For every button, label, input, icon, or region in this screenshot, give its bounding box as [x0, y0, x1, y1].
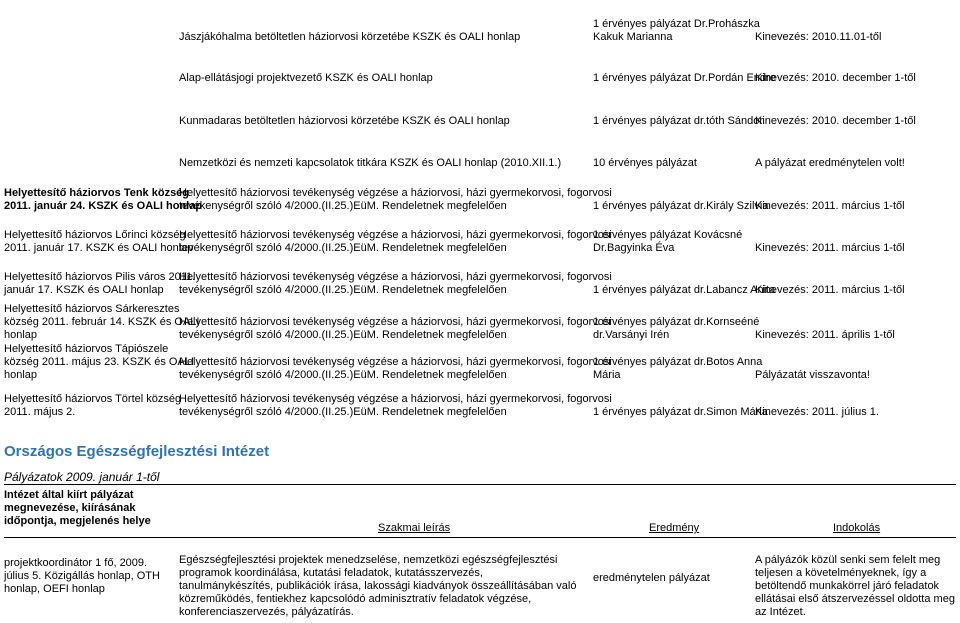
oefi-reason: A pályázók közül senki sem felelt meg teljesen a követelményeknek, így a betöltendő munkakörrel járó feladatok ellátásai első átszervezéssel oldotta meg az Intézet.: [755, 554, 955, 618]
sub2-result-line1: 1 érvényes pályázat Kovácsné: [593, 229, 743, 241]
sub3-desc-line2: tevékenységről szóló 4/2000.(II.25.)EüM. Rendeletnek megfelelően: [179, 284, 507, 296]
sub5-left-line1: Helyettesítő háziorvos Tápiószele: [4, 343, 169, 355]
sub3-desc-line1: Helyettesítő háziorvosi tevékenység végzése a háziorvosi, házi gyermekorvosi, fogorvosi: [179, 271, 612, 283]
sub1-left-line2: 2011. január 24. KSZK és OALI honlap: [4, 200, 203, 212]
row1-result-line2: Kakuk Marianna: [593, 31, 673, 43]
header-top-rule: [4, 484, 956, 485]
sub6-left-line2: 2011. május 2.: [4, 406, 76, 418]
row2-result: 1 érvényes pályázat Dr.Pordán Endre: [593, 72, 776, 84]
section-title: Országos Egészségfejlesztési Intézet: [4, 443, 270, 460]
row3-title: Kunmadaras betöltetlen háziorvosi körzetébe KSZK és OALI honlap: [179, 115, 510, 127]
sub4-left-line1: Helyettesítő háziorvos Sárkeresztes: [4, 303, 180, 315]
oefi-left: projektkoordinátor 1 fő, 2009. július 5. Közigállás honlap, OTH honlap, OEFI honlap: [4, 557, 160, 595]
sub2-result-line2: Dr.Bagyinka Éva: [593, 242, 675, 254]
sub5-start: Pályázatát visszavonta!: [755, 369, 870, 381]
sub5-desc-line2: tevékenységről szóló 4/2000.(II.25.)EüM. Rendeletnek megfelelően: [179, 369, 507, 381]
sub6-desc-line1: Helyettesítő háziorvosi tevékenység végzése a háziorvosi, házi gyermekorvosi, fogorvosi: [179, 393, 612, 405]
oefi-desc: Egészségfejlesztési projektek menedzselése, nemzetközi egészségfejlesztési programok koordinálása, kutatási feladatok, kutatásszervezés, tanulmánykészítés, publikációk írása, lakossági kiadványok összeállításában való közreműködés, fentiekhez kapcsolódó adminisztratív feladatok végzése, konferenciaszervezés, pályázatírás.: [179, 554, 577, 618]
table-header-reason: Indokolás: [833, 522, 881, 534]
sub5-result-line2: Mária: [593, 369, 621, 381]
sub1-result: 1 érvényes pályázat dr.Király Szilvia: [593, 200, 769, 212]
table-header-desc: Szakmai leírás: [378, 522, 451, 534]
sub1-desc-line1: Helyettesítő háziorvosi tevékenység végzése a háziorvosi, házi gyermekorvosi, fogorvosi: [179, 187, 612, 199]
sub2-desc-line2: tevékenységről szóló 4/2000.(II.25.)EüM. Rendeletnek megfelelően: [179, 242, 507, 254]
sub4-left-line3: honlap: [4, 329, 38, 341]
row3-result: 1 érvényes pályázat dr.tóth Sándor: [593, 115, 763, 127]
table-header-result: Eredmény: [649, 522, 700, 534]
header-bottom-rule: [4, 537, 956, 538]
row1-result-line1: 1 érvényes pályázat Dr.Prohászka: [593, 18, 760, 30]
sub6-start: Kinevezés: 2011. július 1.: [755, 406, 879, 418]
sub5-left-line3: honlap: [4, 369, 38, 381]
row2-title: Alap-ellátásjogi projektvezető KSZK és OALI honlap: [179, 72, 433, 84]
sub3-left-line1: Helyettesítő háziorvos Pilis város 2011.: [4, 271, 196, 283]
sub1-left-line1: Helyettesítő háziorvos Tenk község: [4, 187, 190, 199]
sub4-result-line2: dr.Varsányi Irén: [593, 329, 670, 341]
sub4-desc-line2: tevékenységről szóló 4/2000.(II.25.)EüM. Rendeletnek megfelelően: [179, 329, 507, 341]
row4-title: Nemzetközi és nemzeti kapcsolatok titkára KSZK és OALI honlap (2010.XII.1.): [179, 157, 562, 169]
sub4-left-line2: község 2011. február 14. KSZK és OALI: [4, 316, 200, 328]
sub3-start: Kinevezés: 2011. március 1-től: [755, 284, 905, 296]
sub5-left-line2: község 2011. május 23. KSZK és OALI: [4, 356, 194, 368]
sub4-start: Kinevezés: 2011. április 1-től: [755, 329, 895, 341]
sub1-start: Kinevezés: 2011. március 1-től: [755, 200, 905, 212]
sub4-result-line1: 1 érvényes pályázat dr.Kornseéné: [593, 316, 760, 328]
sub4-desc-line1: Helyettesítő háziorvosi tevékenység végzése a háziorvosi, házi gyermekorvosi, fogorvosi: [179, 316, 612, 328]
row3-start: Kinevezés: 2010. december 1-től: [755, 115, 916, 127]
sub3-result: 1 érvényes pályázat dr.Labancz Anita: [593, 284, 776, 296]
sub1-desc-line2: tevékenységről szóló 4/2000.(II.25.)EüM. Rendeletnek megfelelően: [179, 200, 507, 212]
sub6-left-line1: Helyettesítő háziorvos Törtel község: [4, 393, 182, 405]
row1-start: Kinevezés: 2010.11.01-től: [755, 31, 882, 43]
oefi-result: eredménytelen pályázat: [593, 572, 710, 584]
sub6-desc-line2: tevékenységről szóló 4/2000.(II.25.)EüM. Rendeletnek megfelelően: [179, 406, 507, 418]
sub5-result-line1: 1 érvényes pályázat dr.Botos Anna: [593, 356, 763, 368]
section-subtitle: Pályázatok 2009. január 1-től: [4, 470, 160, 484]
sub2-desc-line1: Helyettesítő háziorvosi tevékenység végzése a háziorvosi, házi gyermekorvosi, fogorvosi: [179, 229, 612, 241]
sub6-result: 1 érvényes pályázat dr.Simon Mária: [593, 406, 768, 418]
row4-result: 10 érvényes pályázat: [593, 157, 697, 169]
sub2-start: Kinevezés: 2011. március 1-től: [755, 242, 905, 254]
sub2-left-line1: Helyettesítő háziorvos Lőrinci község: [4, 229, 186, 241]
row2-start: Kinevezés: 2010. december 1-től: [755, 72, 916, 84]
row4-start: A pályázat eredménytelen volt!: [755, 157, 905, 169]
table-header-left: Intézet által kiírt pályázat megnevezése, kiírásának időpontja, megjelenés helye: [4, 489, 151, 527]
sub5-desc-line1: Helyettesítő háziorvosi tevékenység végzése a háziorvosi, házi gyermekorvosi, fogorvosi: [179, 356, 612, 368]
sub2-left-line2: 2011. január 17. KSZK és OALI honlap: [4, 242, 194, 254]
sub3-left-line2: január 17. KSZK és OALI honlap: [4, 284, 164, 296]
row1-title: Jászjákóhalma betöltetlen háziorvosi körzetébe KSZK és OALI honlap: [179, 31, 521, 43]
